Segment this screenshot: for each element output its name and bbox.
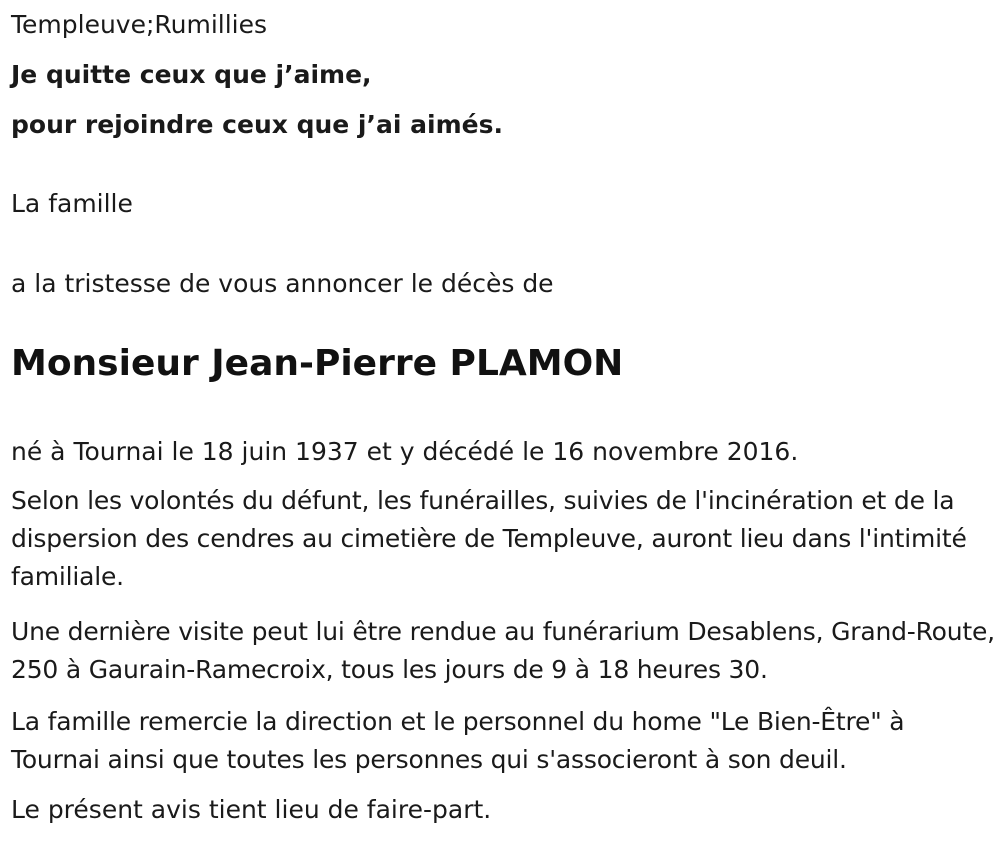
notice-paragraph: Le présent avis tient lieu de faire-part. [11, 795, 492, 824]
visit-paragraph: Une dernière visite peut lui être rendue au funérarium Desablens, Grand-Route, 250 à Gaurain-Ramecroix, tous les jours de 9 à 18 heures 30. [11, 617, 995, 684]
location-header: Templeuve;Rumillies [11, 10, 268, 39]
birth-death-paragraph: né à Tournai le 18 juin 1937 et y décédé le 16 novembre 2016. [11, 437, 799, 466]
funeral-paragraph: Selon les volontés du défunt, les funérailles, suivies de l'incinération et de la dispersion des cendres au cimetière de Templeuve, auront lieu dans l'intimité familiale. [11, 486, 967, 591]
announcement-text: a la tristesse de vous annoncer le décès de [11, 269, 554, 298]
thanks-paragraph: La famille remercie la direction et le personnel du home "Le Bien-Être" à Tournai ainsi que toutes les personnes qui s'associeront à son deuil. [11, 707, 905, 774]
epitaph-line-1: Je quitte ceux que j’aime, [11, 60, 372, 89]
family-label: La famille [11, 189, 133, 218]
epitaph-line-2: pour rejoindre ceux que j’ai aimés. [11, 110, 503, 139]
deceased-name: Monsieur Jean-Pierre PLAMON [11, 343, 624, 384]
